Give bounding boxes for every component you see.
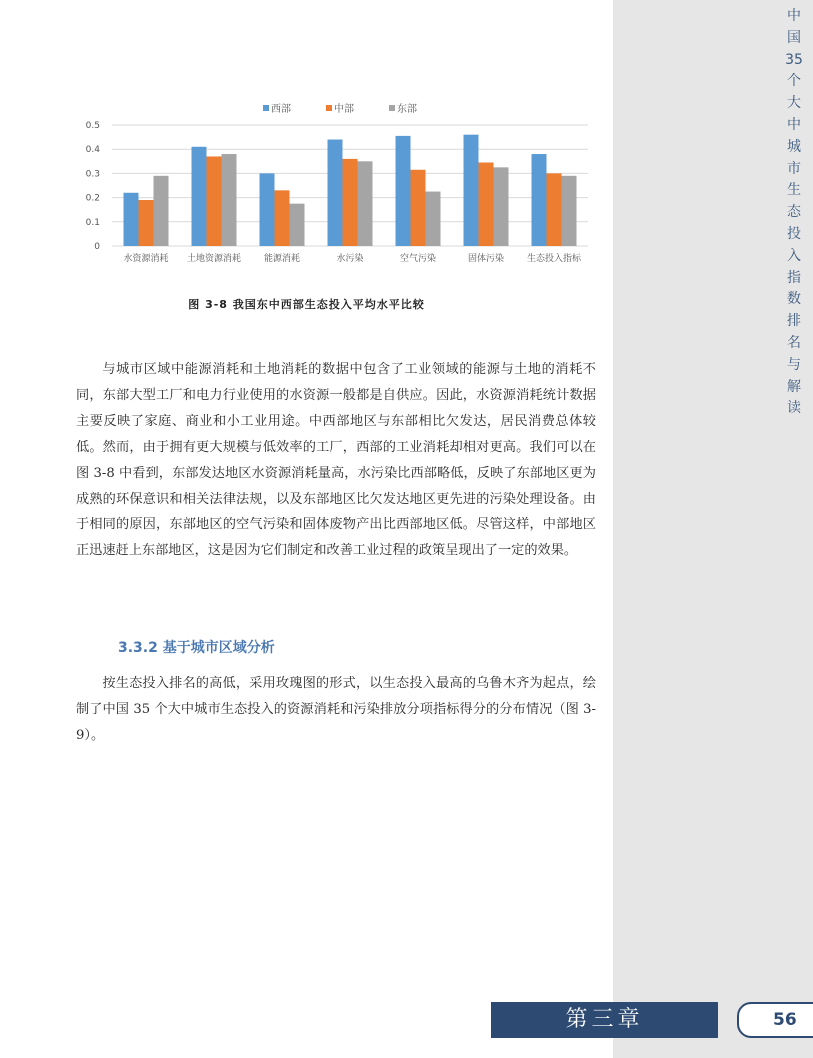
bar <box>139 200 154 246</box>
bar <box>343 159 358 246</box>
bar <box>562 176 577 246</box>
body-paragraph-2: 按生态投入排名的高低，采用玫瑰图的形式，以生态投入最高的乌鲁木齐为起点，绘制了中国 35 个大中城市生态投入的资源消耗和污染排放分项指标得分的分布情况（图 3-9）。 <box>76 676 596 743</box>
chart-legend <box>263 102 417 115</box>
bar <box>260 173 275 246</box>
legend-label: 中部 <box>334 104 354 115</box>
bar <box>154 176 169 246</box>
vertical-book-title: 中国35个大中城市生态投入指数排名与解读 <box>785 8 803 417</box>
bar <box>207 156 222 246</box>
y-tick-label: 0.4 <box>85 145 100 156</box>
legend-swatch <box>389 105 395 111</box>
bar <box>290 204 305 246</box>
bar <box>328 140 343 246</box>
bar <box>411 170 426 246</box>
bar <box>532 154 547 246</box>
x-tick-label: 能源消耗 <box>263 254 301 264</box>
y-tick-label: 0 <box>94 242 100 252</box>
x-tick-label: 水资源消耗 <box>123 254 169 264</box>
body-paragraph-1: 与城市区域中能源消耗和土地消耗的数据中包含了工业领域的能源与土地的消耗不同，东部大型工厂和电力行业使用的水资源一般都是自供应。因此，水资源消耗统计数据主要反映了家庭、商业和小工业用途。中西部地区与东部相比欠发达，居民消费总体较低。然而，由于拥有更大规模与低效率的工厂，西部的工业消耗却相对更高。我们可以在图 3-8 中看到，东部发达地区水资源消耗量高，水污染比西部略低，反映了东部地区更为成熟的环保意识和相关法律法规，以及东部地区比欠发达地区更先进的污染处理设备。由于相同的原因，东部地区的空气污染和固体废物产出比西部地区低。尽管这样，中部地区正迅速赶上东部地区，这是因为它们制定和改善工业过程的政策呈现出了一定的效果。 <box>76 362 596 559</box>
y-tick-label: 0.1 <box>85 217 100 228</box>
legend-swatch <box>326 105 332 111</box>
x-tick-label: 水污染 <box>336 254 364 264</box>
bar <box>494 167 509 246</box>
bar <box>124 193 139 246</box>
section-heading: 3.3.2 基于城市区域分析 <box>118 640 275 656</box>
x-tick-label: 固体污染 <box>467 254 505 264</box>
chapter-label: 第三章 <box>491 1002 718 1038</box>
figure-caption: 图 3-8 我国东中西部生态投入平均水平比较 <box>188 298 425 311</box>
legend-label: 东部 <box>397 104 417 115</box>
bar <box>396 136 411 246</box>
bar <box>192 147 207 246</box>
page-number: 56 <box>737 1002 813 1038</box>
y-tick-label: 0.3 <box>85 169 100 180</box>
bar <box>358 161 373 246</box>
chart-bars <box>124 135 577 246</box>
bar <box>222 154 237 246</box>
y-tick-label: 0.5 <box>85 121 100 131</box>
bar <box>426 192 441 246</box>
bar <box>275 190 290 246</box>
bar <box>479 163 494 246</box>
x-axis <box>123 252 582 264</box>
bar <box>547 173 562 246</box>
legend-label: 西部 <box>271 104 291 115</box>
bar-chart <box>80 95 595 275</box>
x-tick-label: 土地资源消耗 <box>186 254 242 264</box>
x-tick-label: 生态投入指标 <box>526 254 582 264</box>
bar <box>464 135 479 246</box>
legend-swatch <box>263 105 269 111</box>
x-tick-label: 空气污染 <box>399 254 437 264</box>
y-axis <box>86 121 101 252</box>
y-tick-label: 0.2 <box>85 193 100 204</box>
